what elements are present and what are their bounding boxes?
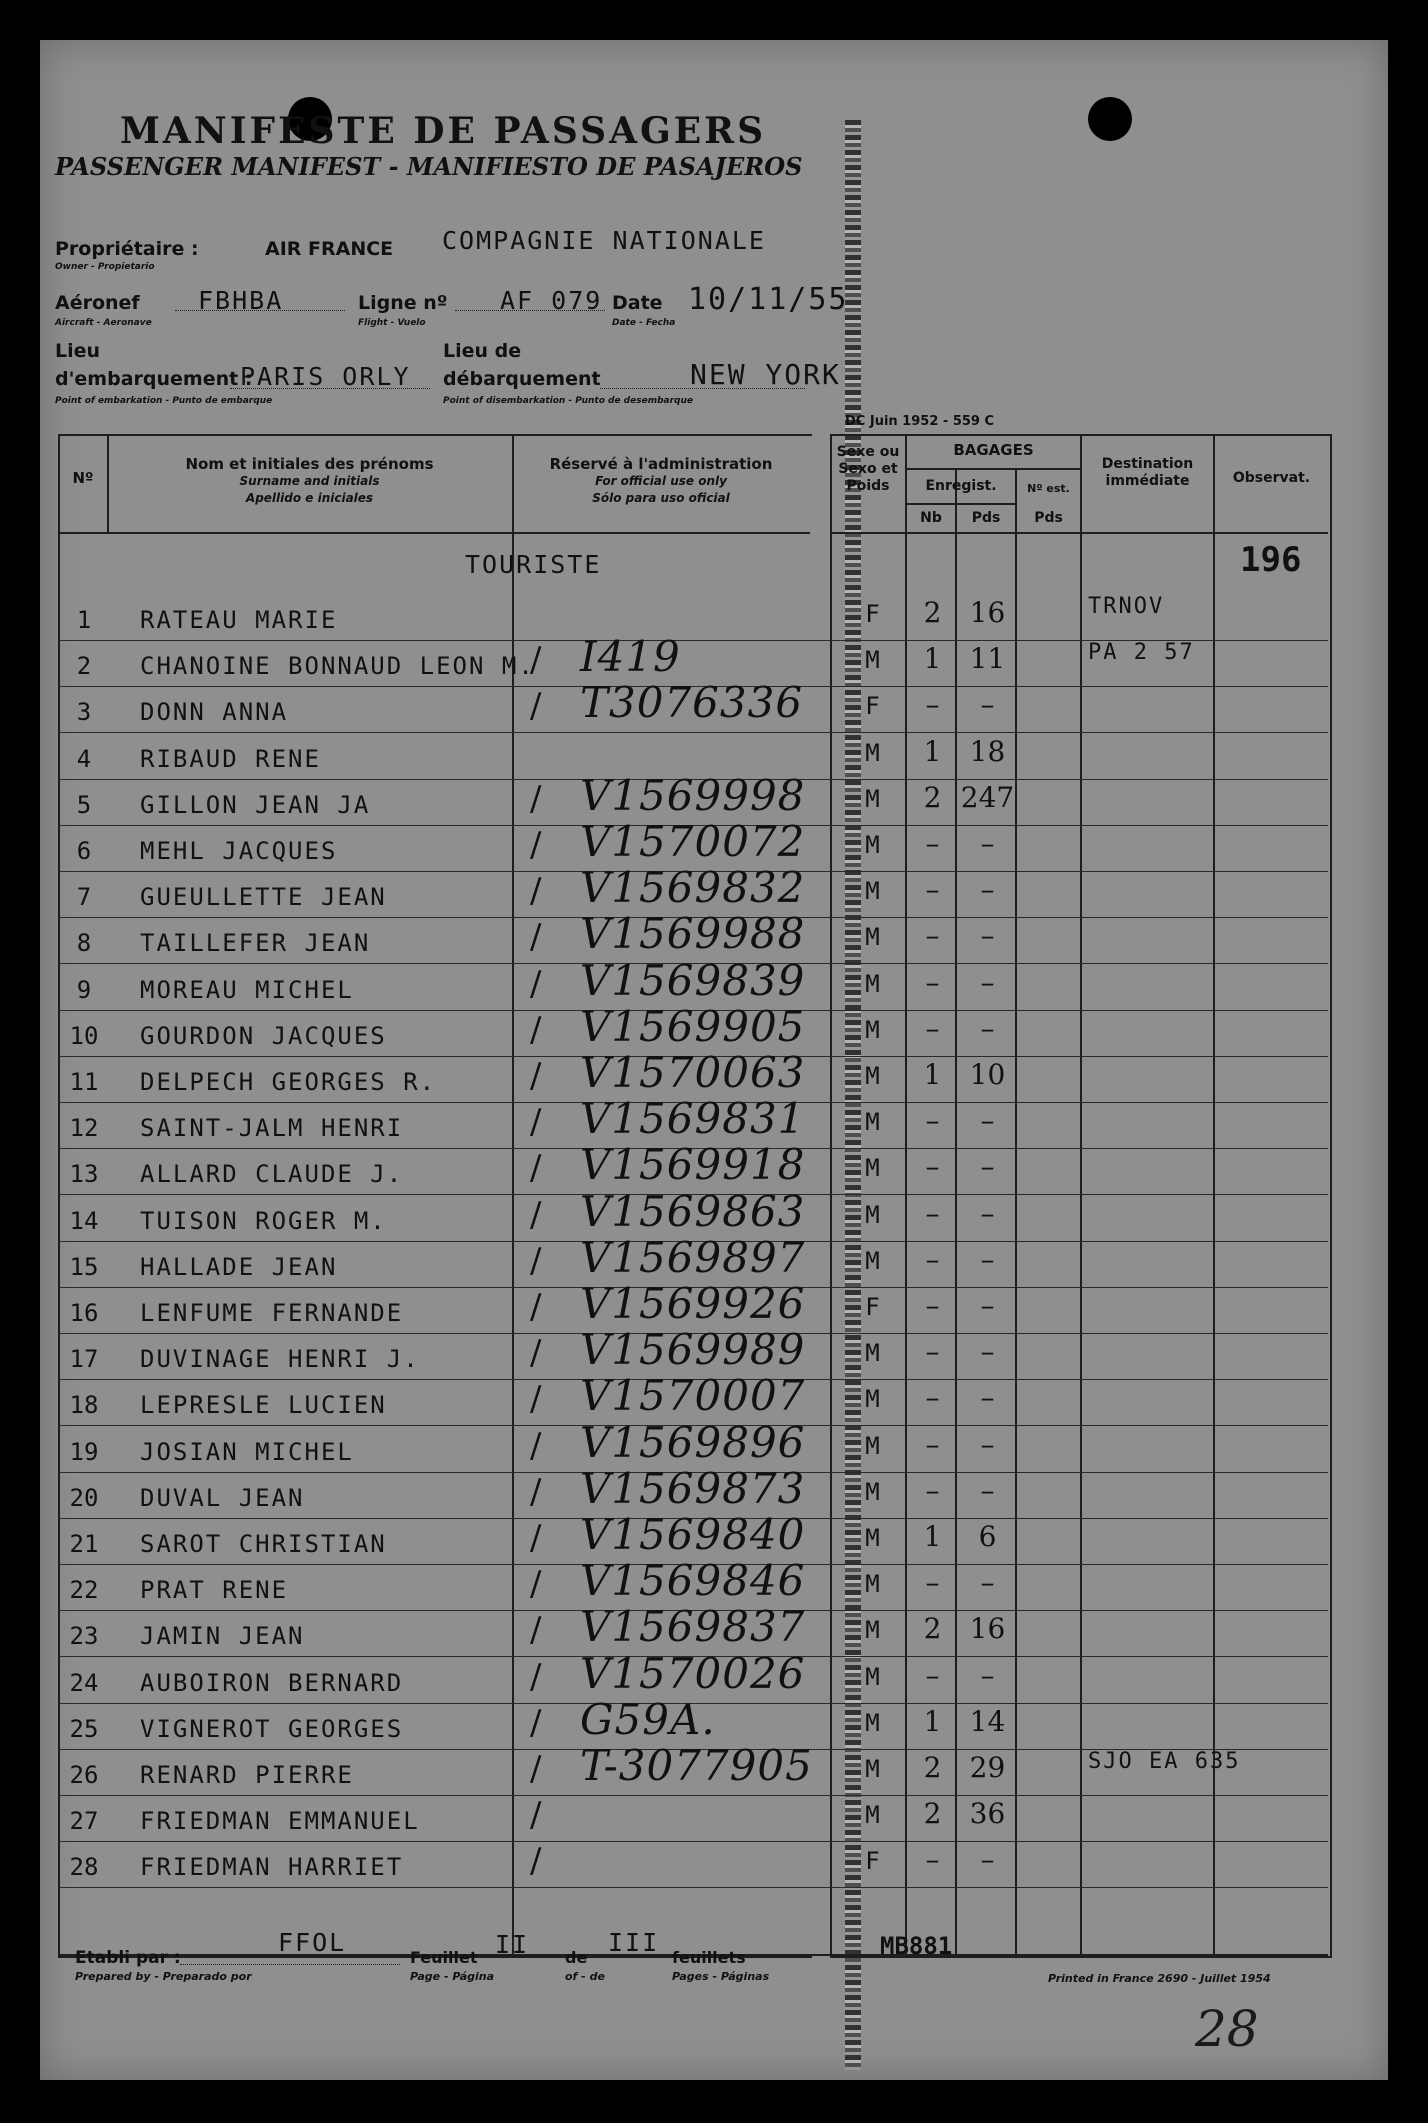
- owner-label: Propriétaire :: [55, 238, 199, 260]
- bag-count: –: [925, 1012, 940, 1045]
- prepared-sub: Prepared by - Preparado por: [75, 1970, 252, 1983]
- destination-value: SJO EA 635: [1088, 1749, 1241, 1774]
- bag-weight: –: [980, 1289, 995, 1322]
- check-mark: /: [530, 1657, 542, 1697]
- flight-label: Ligne nº: [358, 292, 448, 314]
- passenger-name: CHANOINE BONNAUD LEON M.: [140, 652, 535, 680]
- row-number: 8: [76, 929, 92, 957]
- bag-count: –: [925, 1197, 940, 1230]
- ticket-number: V1569837: [580, 1602, 806, 1651]
- passenger-name: PRAT RENE: [140, 1576, 289, 1604]
- ticket-number: V1569989: [580, 1325, 806, 1374]
- col-nest-header: Nº est.: [1027, 482, 1070, 495]
- col-admin-sub2: Sólo para uso oficial: [592, 491, 730, 505]
- sex-value: M: [865, 785, 880, 813]
- sex-value: F: [865, 600, 880, 628]
- date-value: 10/11/55: [688, 282, 849, 317]
- col-admin-sub1: For official use only: [595, 474, 727, 488]
- check-mark: /: [530, 825, 542, 865]
- bag-weight: 18: [969, 735, 1006, 768]
- check-mark: /: [530, 1333, 542, 1373]
- check-mark: /: [530, 1703, 542, 1743]
- sheets-sub: Pages - Páginas: [672, 1970, 770, 1983]
- bag-weight: 247: [960, 781, 1015, 814]
- flight-sub: Flight - Vuelo: [358, 318, 426, 328]
- disembark-label-2: débarquement: [443, 368, 601, 390]
- row-line: [58, 1887, 1328, 1888]
- passenger-name: RIBAUD RENE: [140, 745, 321, 773]
- row-number: 25: [69, 1715, 99, 1743]
- embark-label-1: Lieu: [55, 340, 101, 362]
- of-sub: of - de: [565, 1970, 605, 1983]
- row-number: 2: [76, 652, 92, 680]
- bag-weight: –: [980, 827, 995, 860]
- disembark-value: NEW YORK: [690, 358, 841, 391]
- ticket-number: V1569873: [580, 1464, 806, 1513]
- bag-count: –: [925, 827, 940, 860]
- ticket-number: V1569831: [580, 1094, 806, 1143]
- col-no-header: Nº: [72, 469, 94, 487]
- check-mark: /: [530, 640, 542, 680]
- ticket-number: I419: [580, 632, 681, 681]
- bag-weight: –: [980, 1474, 995, 1507]
- row-number: 19: [69, 1438, 99, 1466]
- passenger-name: DONN ANNA: [140, 698, 289, 726]
- col-pds2-header: Pds: [1034, 510, 1063, 526]
- col-observ-header: Observat.: [1232, 470, 1311, 486]
- check-mark: /: [530, 964, 542, 1004]
- check-mark: /: [530, 1379, 542, 1419]
- col-destination-header: Destination immédiate: [1101, 456, 1194, 489]
- bag-weight: –: [980, 1104, 995, 1137]
- row-number: 5: [76, 791, 92, 819]
- punch-hole-right: [1088, 97, 1132, 141]
- bag-count: 1: [923, 1705, 942, 1738]
- check-mark: /: [530, 1102, 542, 1142]
- row-number: 27: [69, 1807, 99, 1835]
- row-number: 9: [76, 976, 92, 1004]
- sex-value: M: [865, 1709, 880, 1737]
- manifest-title: MANIFESTE DE PASSAGERS: [120, 110, 767, 152]
- bag-weight: –: [980, 1843, 995, 1876]
- ticket-number: V1569896: [580, 1418, 806, 1467]
- ticket-number: T3076336: [580, 678, 804, 727]
- row-number: 24: [69, 1669, 99, 1697]
- check-mark: /: [530, 779, 542, 819]
- passenger-name: RATEAU MARIE: [140, 606, 338, 634]
- row-number: 7: [76, 883, 92, 911]
- col-enregist-header: Enregist.: [925, 478, 997, 494]
- ticket-number: V1569846: [580, 1556, 806, 1605]
- bag-count: –: [925, 1243, 940, 1276]
- bag-count: 2: [923, 596, 942, 629]
- ticket-number: T-3077905: [580, 1741, 813, 1790]
- passenger-name: HALLADE JEAN: [140, 1253, 338, 1281]
- check-mark: /: [530, 1056, 542, 1096]
- passenger-name: SAINT-JALM HENRI: [140, 1114, 404, 1142]
- owner-value: AIR FRANCE: [265, 238, 394, 260]
- page-label: Feuillet: [410, 1948, 478, 1967]
- bag-count: 2: [923, 1612, 942, 1645]
- bag-count: –: [925, 1428, 940, 1461]
- sex-value: F: [865, 692, 880, 720]
- check-mark: /: [530, 1564, 542, 1604]
- check-mark: /: [530, 1610, 542, 1650]
- printed-note: Printed in France 2690 - Juillet 1954: [1048, 1972, 1271, 1985]
- sex-value: M: [865, 1524, 880, 1552]
- bag-weight: –: [980, 688, 995, 721]
- passenger-name: DUVINAGE HENRI J.: [140, 1345, 420, 1373]
- sex-value: M: [865, 739, 880, 767]
- sex-value: M: [865, 1755, 880, 1783]
- check-mark: /: [530, 1472, 542, 1512]
- ticket-number: V1570007: [580, 1371, 806, 1420]
- page-mark: 28: [1195, 2000, 1259, 2058]
- owner-sub: Owner - Propietario: [55, 262, 155, 272]
- bag-count: –: [925, 1289, 940, 1322]
- bag-count: 1: [923, 1058, 942, 1091]
- bag-count: –: [925, 873, 940, 906]
- page-value: II: [495, 1930, 530, 1959]
- manifest-subtitle: PASSENGER MANIFEST - MANIFIESTO DE PASAJEROS: [55, 152, 803, 181]
- passenger-name: LEPRESLE LUCIEN: [140, 1391, 387, 1419]
- sex-value: M: [865, 1154, 880, 1182]
- check-mark: /: [530, 1287, 542, 1327]
- sex-value: M: [865, 1616, 880, 1644]
- bag-count: 1: [923, 735, 942, 768]
- ticket-number: V1570063: [580, 1048, 806, 1097]
- check-mark: /: [530, 1148, 542, 1188]
- bag-count: –: [925, 1335, 940, 1368]
- ticket-number: V1570026: [580, 1649, 806, 1698]
- bag-weight: –: [980, 1243, 995, 1276]
- bag-weight: –: [980, 1150, 995, 1183]
- sex-value: M: [865, 831, 880, 859]
- row-number: 28: [69, 1853, 99, 1881]
- check-mark: /: [530, 917, 542, 957]
- passenger-name: LENFUME FERNANDE: [140, 1299, 404, 1327]
- prepared-label: Etabli par :: [75, 1948, 181, 1968]
- date-sub: Date - Fecha: [612, 318, 676, 328]
- check-mark: /: [530, 871, 542, 911]
- check-mark: /: [530, 1241, 542, 1281]
- col-bagages-header: BAGAGES: [953, 441, 1034, 459]
- bag-count: –: [925, 1474, 940, 1507]
- col-name-title: Nom et initiales des prénoms: [185, 455, 434, 473]
- of-label: de: [565, 1948, 588, 1967]
- passenger-name: DELPECH GEORGES R.: [140, 1068, 437, 1096]
- row-number: 22: [69, 1576, 99, 1604]
- row-number: 23: [69, 1622, 99, 1650]
- page-sub: Page - Página: [410, 1970, 495, 1983]
- row-number: 12: [69, 1114, 99, 1142]
- bag-weight: 10: [969, 1058, 1006, 1091]
- passenger-name: FRIEDMAN EMMANUEL: [140, 1807, 420, 1835]
- bag-weight: –: [980, 1659, 995, 1692]
- bag-weight: –: [980, 1197, 995, 1230]
- col-admin-title: Réservé à l'administration: [549, 455, 773, 473]
- bag-count: –: [925, 1381, 940, 1414]
- bag-weight: 14: [969, 1705, 1006, 1738]
- passenger-name: DUVAL JEAN: [140, 1484, 305, 1512]
- passenger-name: SAROT CHRISTIAN: [140, 1530, 387, 1558]
- sheets-label: feuillets: [672, 1948, 746, 1967]
- ticket-number: V1569863: [580, 1187, 806, 1236]
- check-mark: /: [530, 1518, 542, 1558]
- destination-value: TRNOV: [1088, 594, 1165, 619]
- bag-weight: 6: [978, 1520, 997, 1553]
- row-number: 21: [69, 1530, 99, 1558]
- passenger-name: GOURDON JACQUES: [140, 1022, 387, 1050]
- row-number: 1: [76, 606, 92, 634]
- row-number: 13: [69, 1160, 99, 1188]
- col-name-sub1: Surname and initials: [239, 474, 380, 488]
- ticket-number: G59A.: [580, 1695, 716, 1744]
- bag-weight: 16: [969, 596, 1006, 629]
- bag-weight: 36: [969, 1797, 1006, 1830]
- bag-weight: –: [980, 1381, 995, 1414]
- sex-value: M: [865, 1201, 880, 1229]
- sex-value: M: [865, 1663, 880, 1691]
- bag-count: 2: [923, 1751, 942, 1784]
- passenger-name: RENARD PIERRE: [140, 1761, 354, 1789]
- sex-value: M: [865, 923, 880, 951]
- row-number: 17: [69, 1345, 99, 1373]
- ticket-number: V1569832: [580, 863, 806, 912]
- row-number: 11: [69, 1068, 99, 1096]
- flight-value: AF 079: [500, 286, 603, 315]
- bag-count: 2: [923, 781, 942, 814]
- bag-count: 2: [923, 1797, 942, 1830]
- sex-value: M: [865, 877, 880, 905]
- aircraft-sub: Aircraft - Aeronave: [55, 318, 152, 328]
- passenger-name: JOSIAN MICHEL: [140, 1438, 354, 1466]
- bag-count: –: [925, 1104, 940, 1137]
- bag-count: –: [925, 1659, 940, 1692]
- check-mark: /: [530, 1426, 542, 1466]
- col-nb-header: Nb: [920, 510, 942, 526]
- bag-weight: 29: [969, 1751, 1006, 1784]
- bag-weight: 16: [969, 1612, 1006, 1645]
- row-number: 10: [69, 1022, 99, 1050]
- bag-weight: 11: [969, 642, 1006, 675]
- passenger-name: GILLON JEAN JA: [140, 791, 371, 819]
- form-code: DC Juin 1952 - 559 C: [845, 414, 995, 429]
- sex-value: F: [865, 1293, 880, 1321]
- owner-typed: COMPAGNIE NATIONALE: [442, 226, 766, 255]
- check-mark: /: [530, 1195, 542, 1235]
- ticket-number: V1569926: [580, 1279, 806, 1328]
- disembark-sub: Point of disembarkation - Punto de desembarque: [443, 396, 693, 406]
- check-mark: /: [530, 686, 542, 726]
- sex-value: M: [865, 646, 880, 674]
- row-number: 26: [69, 1761, 99, 1789]
- bag-weight: –: [980, 873, 995, 906]
- prepared-value: FFOL: [278, 1928, 347, 1957]
- col-sex-header: Sexe ou Sexo et Poids: [836, 444, 900, 494]
- sex-value: M: [865, 1432, 880, 1460]
- stamp-code: MB881: [880, 1932, 953, 1960]
- passenger-name: TAILLEFER JEAN: [140, 929, 371, 957]
- col-admin-header: [516, 456, 806, 507]
- ticket-number: V1569988: [580, 909, 806, 958]
- sex-value: M: [865, 1801, 880, 1829]
- sex-value: M: [865, 1478, 880, 1506]
- destination-value: PA 2 57: [1088, 640, 1195, 665]
- ticket-number: V1569840: [580, 1510, 806, 1559]
- sex-value: M: [865, 1016, 880, 1044]
- bag-weight: –: [980, 1335, 995, 1368]
- passenger-name: AUBOIRON BERNARD: [140, 1669, 404, 1697]
- observ-number: 196: [1240, 540, 1302, 580]
- check-mark: /: [530, 1795, 542, 1835]
- passenger-name: GUEULLETTE JEAN: [140, 883, 387, 911]
- passenger-name: MEHL JACQUES: [140, 837, 338, 865]
- ticket-number: V1569918: [580, 1140, 806, 1189]
- bag-weight: –: [980, 1566, 995, 1599]
- embark-value: PARIS ORLY: [240, 362, 411, 391]
- sex-value: M: [865, 1247, 880, 1275]
- sex-value: M: [865, 970, 880, 998]
- bag-count: –: [925, 1843, 940, 1876]
- ticket-number: V1569897: [580, 1233, 806, 1282]
- col-name-header: [112, 456, 507, 507]
- row-number: 6: [76, 837, 92, 865]
- passenger-name: MOREAU MICHEL: [140, 976, 354, 1004]
- passenger-name: VIGNEROT GEORGES: [140, 1715, 404, 1743]
- of-value: III: [608, 1928, 660, 1957]
- bag-count: –: [925, 688, 940, 721]
- row-line: [58, 1841, 1328, 1842]
- sex-value: M: [865, 1339, 880, 1367]
- embark-label-2: d'embarquement :: [55, 368, 253, 390]
- check-mark: /: [530, 1749, 542, 1789]
- aircraft-value: FBHBA: [198, 286, 284, 315]
- ticket-number: V1569839: [580, 956, 806, 1005]
- sex-value: M: [865, 1108, 880, 1136]
- row-number: 20: [69, 1484, 99, 1512]
- bag-weight: –: [980, 966, 995, 999]
- sex-value: F: [865, 1847, 880, 1875]
- ticket-number: V1570072: [580, 817, 806, 866]
- bag-count: –: [925, 966, 940, 999]
- embark-sub: Point of embarkation - Punto de embarque: [55, 396, 273, 406]
- aircraft-label: Aéronef: [55, 292, 140, 314]
- passenger-name: TUISON ROGER M.: [140, 1207, 387, 1235]
- ticket-number: V1569998: [580, 771, 806, 820]
- row-number: 14: [69, 1207, 99, 1235]
- bag-count: –: [925, 1150, 940, 1183]
- row-line: [58, 1795, 1328, 1796]
- col-pds-header: Pds: [971, 510, 1001, 526]
- row-number: 4: [76, 745, 92, 773]
- row-number: 16: [69, 1299, 99, 1327]
- sex-value: M: [865, 1385, 880, 1413]
- disembark-label-1: Lieu de: [443, 340, 522, 362]
- class-label: TOURISTE: [465, 550, 602, 579]
- sex-value: M: [865, 1570, 880, 1598]
- passenger-name: JAMIN JEAN: [140, 1622, 305, 1650]
- row-line: [58, 732, 1328, 733]
- row-number: 15: [69, 1253, 99, 1281]
- check-mark: /: [530, 1841, 542, 1881]
- bag-count: 1: [923, 642, 942, 675]
- date-label: Date: [612, 292, 663, 314]
- passenger-name: ALLARD CLAUDE J.: [140, 1160, 404, 1188]
- sex-value: M: [865, 1062, 880, 1090]
- row-number: 18: [69, 1391, 99, 1419]
- check-mark: /: [530, 1010, 542, 1050]
- bag-count: –: [925, 919, 940, 952]
- passenger-name: FRIEDMAN HARRIET: [140, 1853, 404, 1881]
- bag-weight: –: [980, 1428, 995, 1461]
- bag-weight: –: [980, 919, 995, 952]
- bag-count: –: [925, 1566, 940, 1599]
- row-number: 3: [76, 698, 92, 726]
- bag-weight: –: [980, 1012, 995, 1045]
- col-name-sub2: Apellido e iniciales: [245, 491, 374, 505]
- bag-count: 1: [923, 1520, 942, 1553]
- ticket-number: V1569905: [580, 1002, 806, 1051]
